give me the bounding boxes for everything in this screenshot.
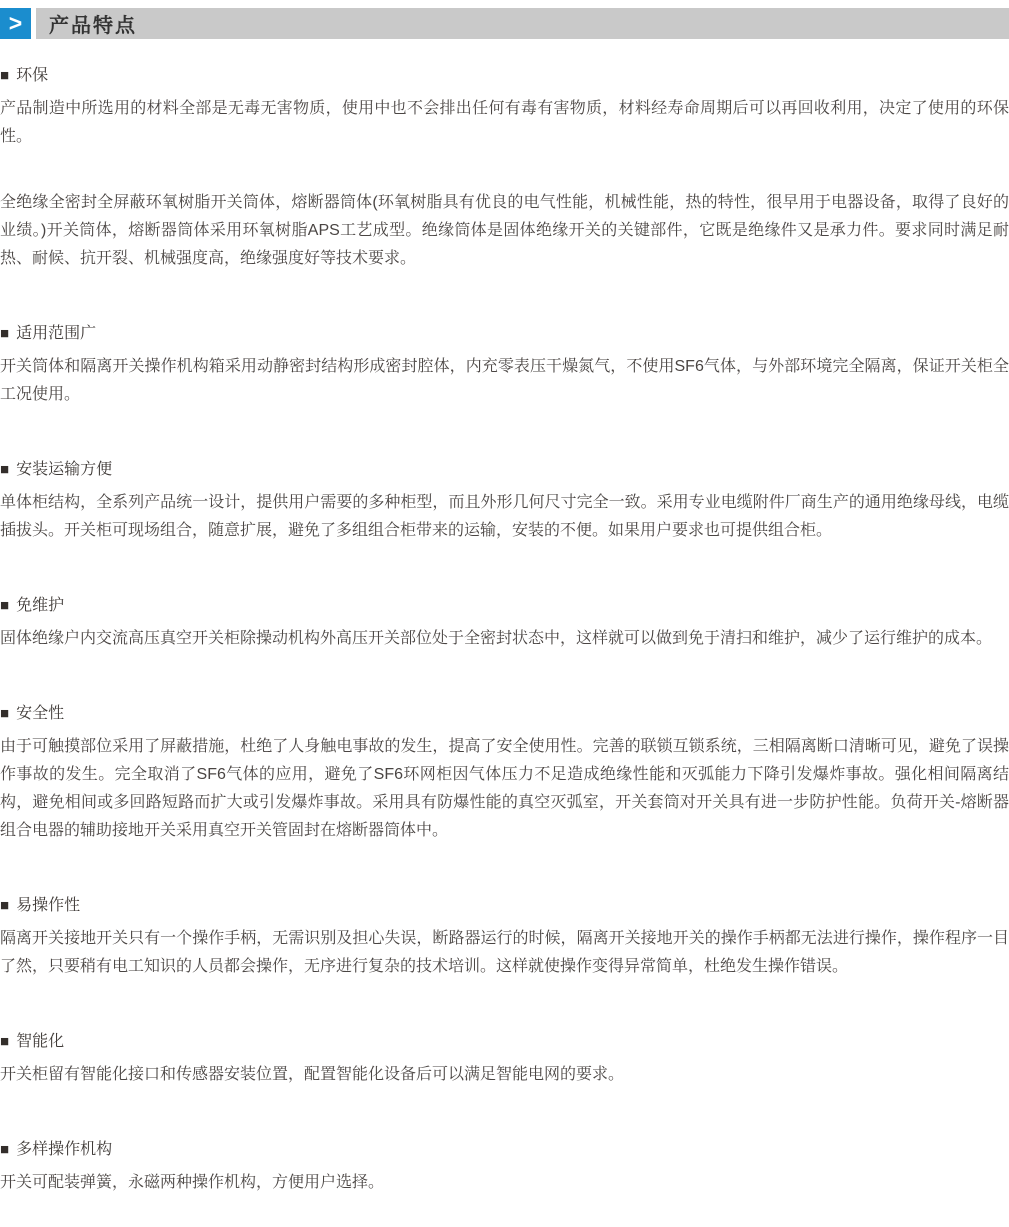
section-heading (0, 1031, 1009, 1053)
section-easy-operation (0, 895, 1009, 981)
section-heading-label: 安装运输方便 (16, 461, 113, 478)
chevron-glyph: > (8, 10, 23, 36)
section-heading-label: 多样操作机构 (16, 1141, 113, 1158)
section-heading (0, 703, 1009, 725)
section-heading-label: 免维护 (16, 597, 65, 614)
square-bullet-icon: ■ (0, 461, 10, 478)
paragraph: 开关筒体和隔离开关操作机构箱采用动静密封结构形成密封腔体，内充零表压干燥氮气，不使用SF6气体，与外部环境完全隔离，保证开关柜全工况使用。 (0, 358, 1009, 403)
paragraph: 开关可配装弹簧，永磁两种操作机构，方便用户选择。 (0, 1174, 385, 1191)
paragraph: 单体柜结构，全系列产品统一设计，提供用户需要的多种柜型，而且外形几何尺寸完全一致。采用专业电缆附件厂商生产的通用绝缘母线，电缆插拔头。开关柜可现场组合，随意扩展，避免了多组组合柜带来的运输，安装的不便。如果用户要求也可提供组合柜。 (0, 494, 1009, 539)
section-heading-label: 智能化 (16, 1033, 65, 1050)
paragraph: 产品制造中所选用的材料全部是无毒无害物质，使用中也不会排出任何有毒有害物质，材料经寿命周期后可以再回收利用，决定了使用的环保性。 (0, 100, 1009, 145)
section-heading (0, 595, 1009, 617)
paragraph: 全绝缘全密封全屏蔽环氧树脂开关筒体，熔断器筒体(环氧树脂具有优良的电气性能，机械性能，热的特性，很早用于电器设备，取得了良好的业绩。)开关筒体，熔断器筒体采用环氧树脂APS工艺成型。绝缘筒体是固体绝缘开关的关键部件，它既是绝缘件又是承力件。要求同时满足耐热、耐候、抗开裂、机械强度高，绝缘强度好等技术要求。 (0, 194, 1009, 267)
paragraph: 隔离开关接地开关只有一个操作手柄，无需识别及担心失误，断路器运行的时候，隔离开关接地开关的操作手柄都无法进行操作，操作程序一目了然，只要稍有电工知识的人员都会操作，无序进行复杂的技术培训。这样就使操作变得异常简单，杜绝发生操作错误。 (0, 930, 1009, 975)
paragraph: 固体绝缘户内交流高压真空开关柜除操动机构外高压开关部位处于全密封状态中，这样就可以做到免于清扫和维护，减少了运行维护的成本。 (0, 630, 993, 647)
section-operating-mechanisms (0, 1139, 1009, 1197)
content (0, 65, 1009, 1197)
header-title-bar (36, 8, 1009, 39)
section-heading-label: 适用范围广 (16, 325, 97, 342)
square-bullet-icon: ■ (0, 1141, 10, 1158)
section-heading (0, 459, 1009, 481)
square-bullet-icon: ■ (0, 325, 10, 342)
page-title: 产品特点 (49, 15, 137, 37)
section-heading (0, 65, 1009, 87)
section-heading-label: 环保 (16, 67, 49, 84)
section-application-range (0, 323, 1009, 409)
section-heading (0, 1139, 1009, 1161)
section-intelligence (0, 1031, 1009, 1089)
section-heading (0, 895, 1009, 917)
section-heading (0, 323, 1009, 345)
section-maintenance-free (0, 595, 1009, 653)
square-bullet-icon: ■ (0, 705, 10, 722)
section-environment (0, 65, 1009, 273)
section-heading-label: 安全性 (16, 705, 65, 722)
section-safety (0, 703, 1009, 845)
chevron-right-icon (0, 8, 31, 39)
square-bullet-icon: ■ (0, 597, 10, 614)
square-bullet-icon: ■ (0, 67, 10, 84)
section-heading-label: 易操作性 (16, 897, 81, 914)
square-bullet-icon: ■ (0, 1033, 10, 1050)
paragraph: 由于可触摸部位采用了屏蔽措施，杜绝了人身触电事故的发生，提高了安全使用性。完善的联锁互锁系统，三相隔离断口清晰可见，避免了误操作事故的发生。完全取消了SF6气体的应用，避免了SF6环网柜因气体压力不足造成绝缘性能和灭弧能力下降引发爆炸事故。强化相间隔离结构，避免相间或多回路短路而扩大或引发爆炸事故。采用具有防爆性能的真空灭弧室，开关套筒对开关具有进一步防护性能。负荷开关-熔断器组合电器的辅助接地开关采用真空开关管固封在熔断器筒体中。 (0, 738, 1009, 839)
section-header-bar (0, 8, 1009, 39)
paragraph: 开关柜留有智能化接口和传感器安装位置，配置智能化设备后可以满足智能电网的要求。 (0, 1066, 625, 1083)
square-bullet-icon: ■ (0, 897, 10, 914)
section-easy-transport (0, 459, 1009, 545)
